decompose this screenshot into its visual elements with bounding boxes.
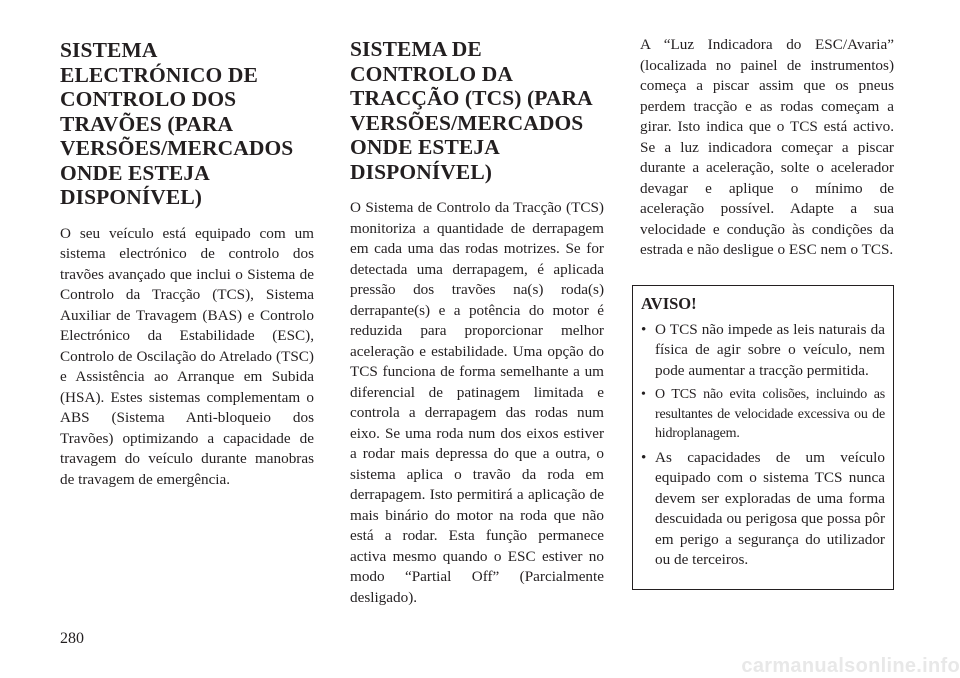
column-middle — [350, 36, 604, 608]
indicator-light-paragraph: A “Luz Indicadora do ESC/Avaria” (localizada no painel de instrumentos) começa a piscar assim que os pneus perdem tracção e as rodas começam a girar. Isto indica que o TCS está activo. Se a luz indicadora começar a piscar durante a aceleração, solte o acelerador devagar e aplique o mínimo de aceleração possível. Adapte a sua velocidade e condução às condições da estrada e não desligue o ESC nem o TCS. — [640, 36, 894, 258]
section-heading-esc: SISTEMA ELECTRÓNICO DE CONTROLO DOS TRAVÕES (PARA VERSÕES/MERCADOS ONDE ESTEJA DISPONÍVEL) — [60, 38, 294, 209]
warning-box — [632, 285, 894, 590]
warning-list — [641, 320, 885, 571]
warning-item — [641, 448, 885, 571]
warning-item-text: O TCS não evita colisões, incluindo as resultantes de velocidade excessiva ou de hidroplanagem. — [655, 387, 885, 441]
warning-item — [641, 320, 885, 382]
warning-item — [641, 385, 885, 444]
bullet-icon: • — [641, 320, 647, 338]
tcs-description-paragraph: O Sistema de Controlo da Tracção (TCS) monitoriza a quantidade de derrapagem em cada uma das rodas motrizes. Se for detectada uma derrapagem, é aplicada pressão dos travões na(s) roda(s) derrapante(s) e a potência do motor é reduzida para proporcionar melhor aceleração e estabilidade. Uma opção do TCS funciona de forma semelhante a um diferencial de patinagem limitada e controla a derrapagem das rodas num eixo. Se uma roda num dos eixos estiver a rodar mais depressa do que a outra, o sistema aplica o travão da roda em derrapagem. Isto permitirá a aplicação de mais binário do motor na roda que não está a rodar. Esta função permanece activa mesmo quando o ESC estiver no modo “Partial Off” (Parcialmente desligado). — [350, 199, 604, 606]
warning-item-text: O TCS não impede as leis naturais da física de agir sobre o veículo, nem pode aumentar a tracção permitida. — [655, 320, 885, 379]
page-number: 280 — [60, 630, 84, 647]
esc-intro-paragraph: O seu veículo está equipado com um sistema electrónico de controlo dos travões avançado que inclui o Sistema de Controlo da Tracção (TCS), Sistema Auxiliar de Travagem (BAS) e Controlo Electrónico da Estabilidade (ESC), Controlo de Oscilação do Atrelado (TSC) e Assistência ao Arranque em Subida (HSA). Estes sistemas complementam o ABS (Sistema Anti-bloqueio dos Travões) optimizando a capacidade de travagem do veículo durante manobras de travagem de emergência. — [60, 224, 314, 488]
bullet-icon: • — [641, 387, 646, 402]
section-heading-tcs: SISTEMA DE CONTROLO DA TRACÇÃO (TCS) (PARA VERSÕES/MERCADOS ONDE ESTEJA DISPONÍVEL) — [350, 37, 592, 184]
warning-title: AVISO! — [641, 293, 697, 313]
column-right — [640, 36, 894, 590]
warning-item-text: As capacidades de um veículo equipado com o sistema TCS nunca devem ser exploradas de uma forma descuidada ou perigosa que possa pôr em perigo a segurança do utilizador ou de terceiros. — [655, 448, 885, 568]
column-left — [60, 36, 314, 490]
watermark: carmanualsonline.info — [741, 655, 960, 677]
bullet-icon: • — [641, 448, 647, 466]
